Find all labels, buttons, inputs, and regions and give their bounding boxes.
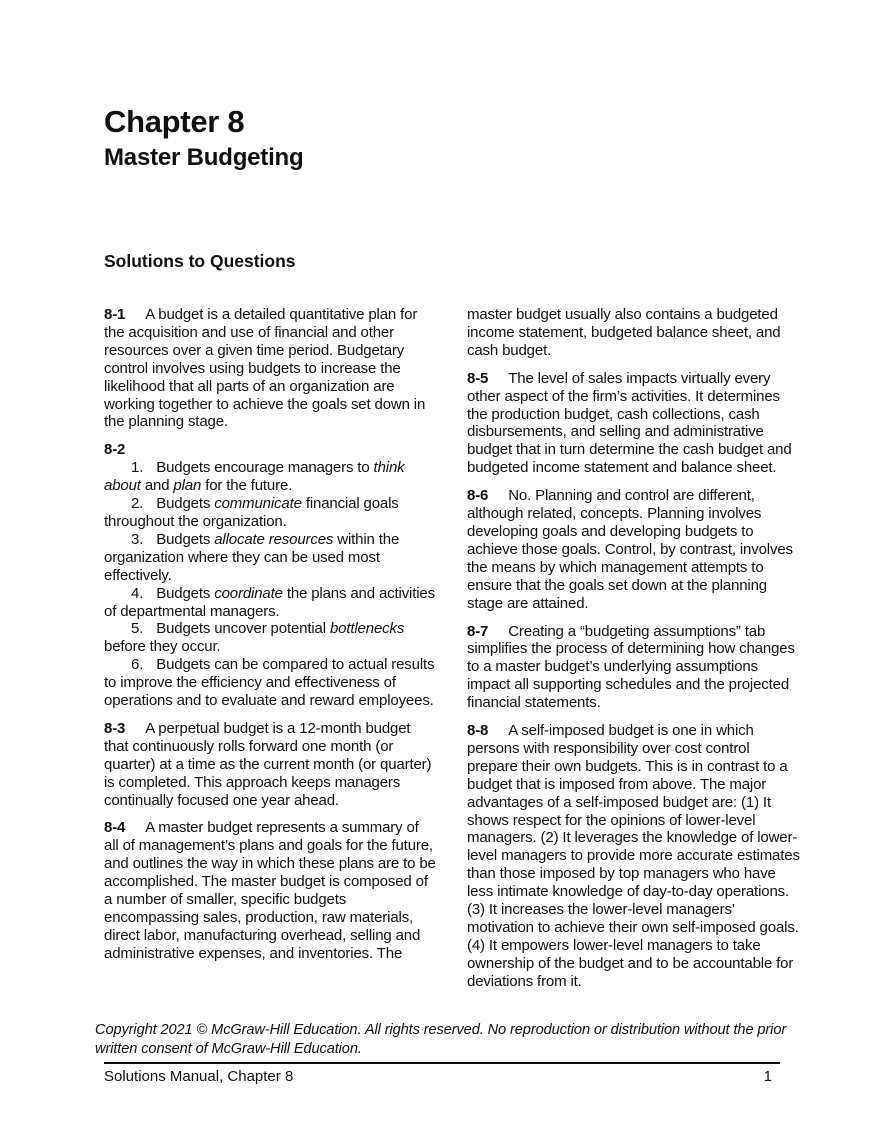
text-run: bottlenecks xyxy=(329,620,405,638)
question-number: 8-6 xyxy=(467,487,489,505)
continuation-paragraph xyxy=(467,306,800,360)
text-run: for the future. xyxy=(201,477,293,495)
text-run: plan xyxy=(173,477,202,495)
question-paragraph xyxy=(104,720,437,810)
question-number: 8-7 xyxy=(467,622,489,640)
question-paragraph xyxy=(104,819,437,962)
text-run: Budgets xyxy=(156,584,215,602)
list-marker: 6. xyxy=(131,656,144,674)
text-run: communicate xyxy=(214,495,302,513)
text-run: master budget usually also contains a budgeted income statement, budgeted balance sheet, and cash budget. xyxy=(467,306,781,359)
list-marker: 3. xyxy=(131,530,144,548)
text-run: Budgets xyxy=(156,495,215,513)
page-footer xyxy=(95,1021,809,1085)
list-marker: 4. xyxy=(131,584,144,602)
list-item xyxy=(104,585,437,621)
footer-left-text: Solutions Manual, Chapter 8 xyxy=(104,1068,294,1085)
question-paragraph xyxy=(467,370,800,477)
list-item xyxy=(104,495,437,531)
footer-row xyxy=(104,1068,772,1085)
list-marker: 5. xyxy=(131,620,144,638)
text-run: A master budget represents a summary of all of management’s plans and goals for the future, and outlines the way in which these plans are to be accomplished. The master budget is composed of a number of smaller, specific budgets encompassing sales, production, raw materials, direct labor, manufacturing overhead, selling and administrative expenses, and inventories. The xyxy=(104,819,436,962)
text-run: Budgets encourage managers to xyxy=(156,459,374,477)
question-paragraph xyxy=(467,623,800,713)
text-run: A budget is a detailed quantitative plan for the acquisition and use of financial and other resources over a given time period. Budgetary control involves using budgets to increase the likelihood that all parts of an organization are working together to achieve the goals set down in the planning stage. xyxy=(104,306,426,431)
text-run: A perpetual budget is a 12-month budget that continuously rolls forward one month (or quarter) at a time as the current month (or quarter) is completed. This approach keeps managers continually focused one year ahead. xyxy=(104,719,432,809)
text-run: and xyxy=(140,477,174,495)
list-marker: 1. xyxy=(131,459,144,477)
copyright-notice: Copyright 2021 © McGraw-Hill Education. All rights reserved. No reproduction or distribution without the prior written consent of McGraw-Hill Education. xyxy=(95,1022,787,1057)
chapter-subtitle: Master Budgeting xyxy=(104,144,304,171)
text-run: Budgets can be compared to actual results to improve the efficiency and effectiveness of operations and to evaluate and reward employees. xyxy=(104,656,435,710)
question-paragraph xyxy=(104,306,437,431)
list-item xyxy=(104,656,437,710)
text-run: A self-imposed budget is one in which persons with responsibility over cost control prepare their own budgets. This is in contrast to a budget that is imposed from above. The major advantages of a self-imposed budget are: (1) It shows respect for the opinions of lower-level managers. (2) It leverages the knowledge of lower-level managers to provide more accurate estimates than those imposed by top managers who have less intimate knowledge of day-to-day operations. (3) It increases the lower-level managers’ motivation to achieve their own self-imposed goals. (4) It empowers lower-level managers to take ownership of the budget and to be accountable for deviations from it. xyxy=(467,722,800,990)
text-run: Budgets uncover potential xyxy=(156,620,330,638)
two-column-body xyxy=(104,306,800,991)
chapter-header xyxy=(104,104,303,172)
text-run: the plans and activities of departmental managers. xyxy=(104,584,435,620)
text-run: financial goals throughout the organization. xyxy=(104,495,399,530)
text-run: Creating a “budgeting assumptions” tab simplifies the process of determining how changes to a master budget’s underlying assumptions impact all supporting schedules and the projected financial statements. xyxy=(467,622,795,712)
question-number: 8-4 xyxy=(104,819,126,837)
list-item xyxy=(104,531,437,585)
page-number: 1 xyxy=(763,1068,772,1085)
chapter-title: Chapter 8 xyxy=(104,104,245,139)
list-item xyxy=(104,459,437,495)
text-run: Budgets xyxy=(156,530,215,548)
text-run: No. Planning and control are different, although related, concepts. Planning involves developing goals and developing budgets to achieve those goals. Control, by contrast, involves the means by which management attempts to ensure that the goals set down at the planning stage are attained. xyxy=(467,487,793,612)
question-number: 8-3 xyxy=(104,719,126,737)
question-number: 8-1 xyxy=(104,306,126,323)
section-heading: Solutions to Questions xyxy=(104,251,296,271)
text-run: allocate resources xyxy=(214,530,334,548)
list-marker: 2. xyxy=(131,495,144,513)
question-paragraph xyxy=(467,487,800,612)
question-number: 8-8 xyxy=(467,722,489,740)
text-run: before they occur. xyxy=(104,638,221,656)
text-run: think about xyxy=(104,459,405,495)
text-run: The level of sales impacts virtually every other aspect of the firm’s activities. It determines the production budget, cash collections, cash disbursements, and selling and administrative budget that in turn determine the cash budget and budgeted income statement and balance sheet. xyxy=(467,369,792,477)
question-number: 8-2 xyxy=(104,441,126,459)
right-column xyxy=(467,306,800,991)
list-item xyxy=(104,620,437,656)
left-column xyxy=(104,306,437,991)
question-paragraph xyxy=(467,722,800,991)
text-run: coordinate xyxy=(214,584,283,602)
text-run: within the organization where they can be used most effectively. xyxy=(104,530,400,584)
question-number: 8-5 xyxy=(467,369,489,387)
footer-divider xyxy=(104,1062,780,1064)
question-heading xyxy=(104,441,437,459)
